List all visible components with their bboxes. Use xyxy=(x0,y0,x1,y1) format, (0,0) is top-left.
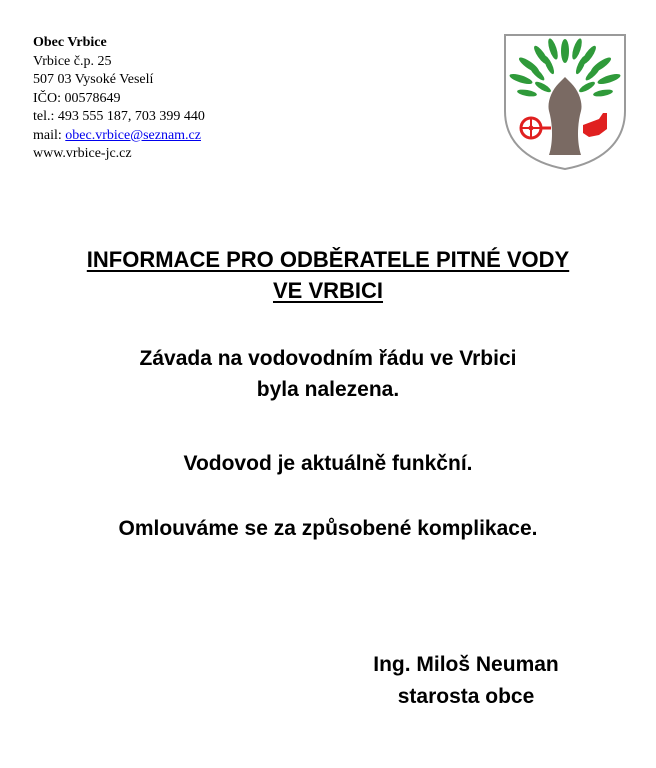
title-line-2: VE VRBICI xyxy=(272,278,384,303)
message-fault xyxy=(0,343,656,405)
message-apology: Omlouváme se za způsobené komplikace. xyxy=(118,517,538,540)
mail-label: mail: xyxy=(33,127,66,143)
signatory-role: starosta obce xyxy=(397,685,535,708)
website: www.vrbice-jc.cz xyxy=(33,146,132,161)
notice-title xyxy=(0,244,656,306)
address-line-1: Vrbice č.p. 25 xyxy=(33,53,112,69)
address-line-2: 507 03 Vysoké Veselí xyxy=(33,72,154,87)
message-status: Vodovod je aktuálně funkční. xyxy=(183,452,473,475)
signature-block xyxy=(330,649,602,713)
email-link[interactable]: obec.vrbice@seznam.cz xyxy=(65,127,201,143)
signatory-name: Ing. Miloš Neuman xyxy=(373,653,559,676)
message-fault-line-1: Závada na vodovodním řádu ve Vrbici xyxy=(139,347,517,370)
mail-line xyxy=(33,127,205,146)
coat-of-arms-willow-tree-icon xyxy=(503,33,627,171)
sender-header xyxy=(33,34,205,164)
message-fault-line-2: byla nalezena. xyxy=(256,378,400,401)
title-line-1: INFORMACE PRO ODBĚRATELE PITNÉ VODY xyxy=(86,247,570,272)
phone-numbers: tel.: 493 555 187, 703 399 440 xyxy=(33,109,205,124)
org-name: Obec Vrbice xyxy=(33,35,107,50)
ico-number: IČO: 00578649 xyxy=(33,90,121,106)
